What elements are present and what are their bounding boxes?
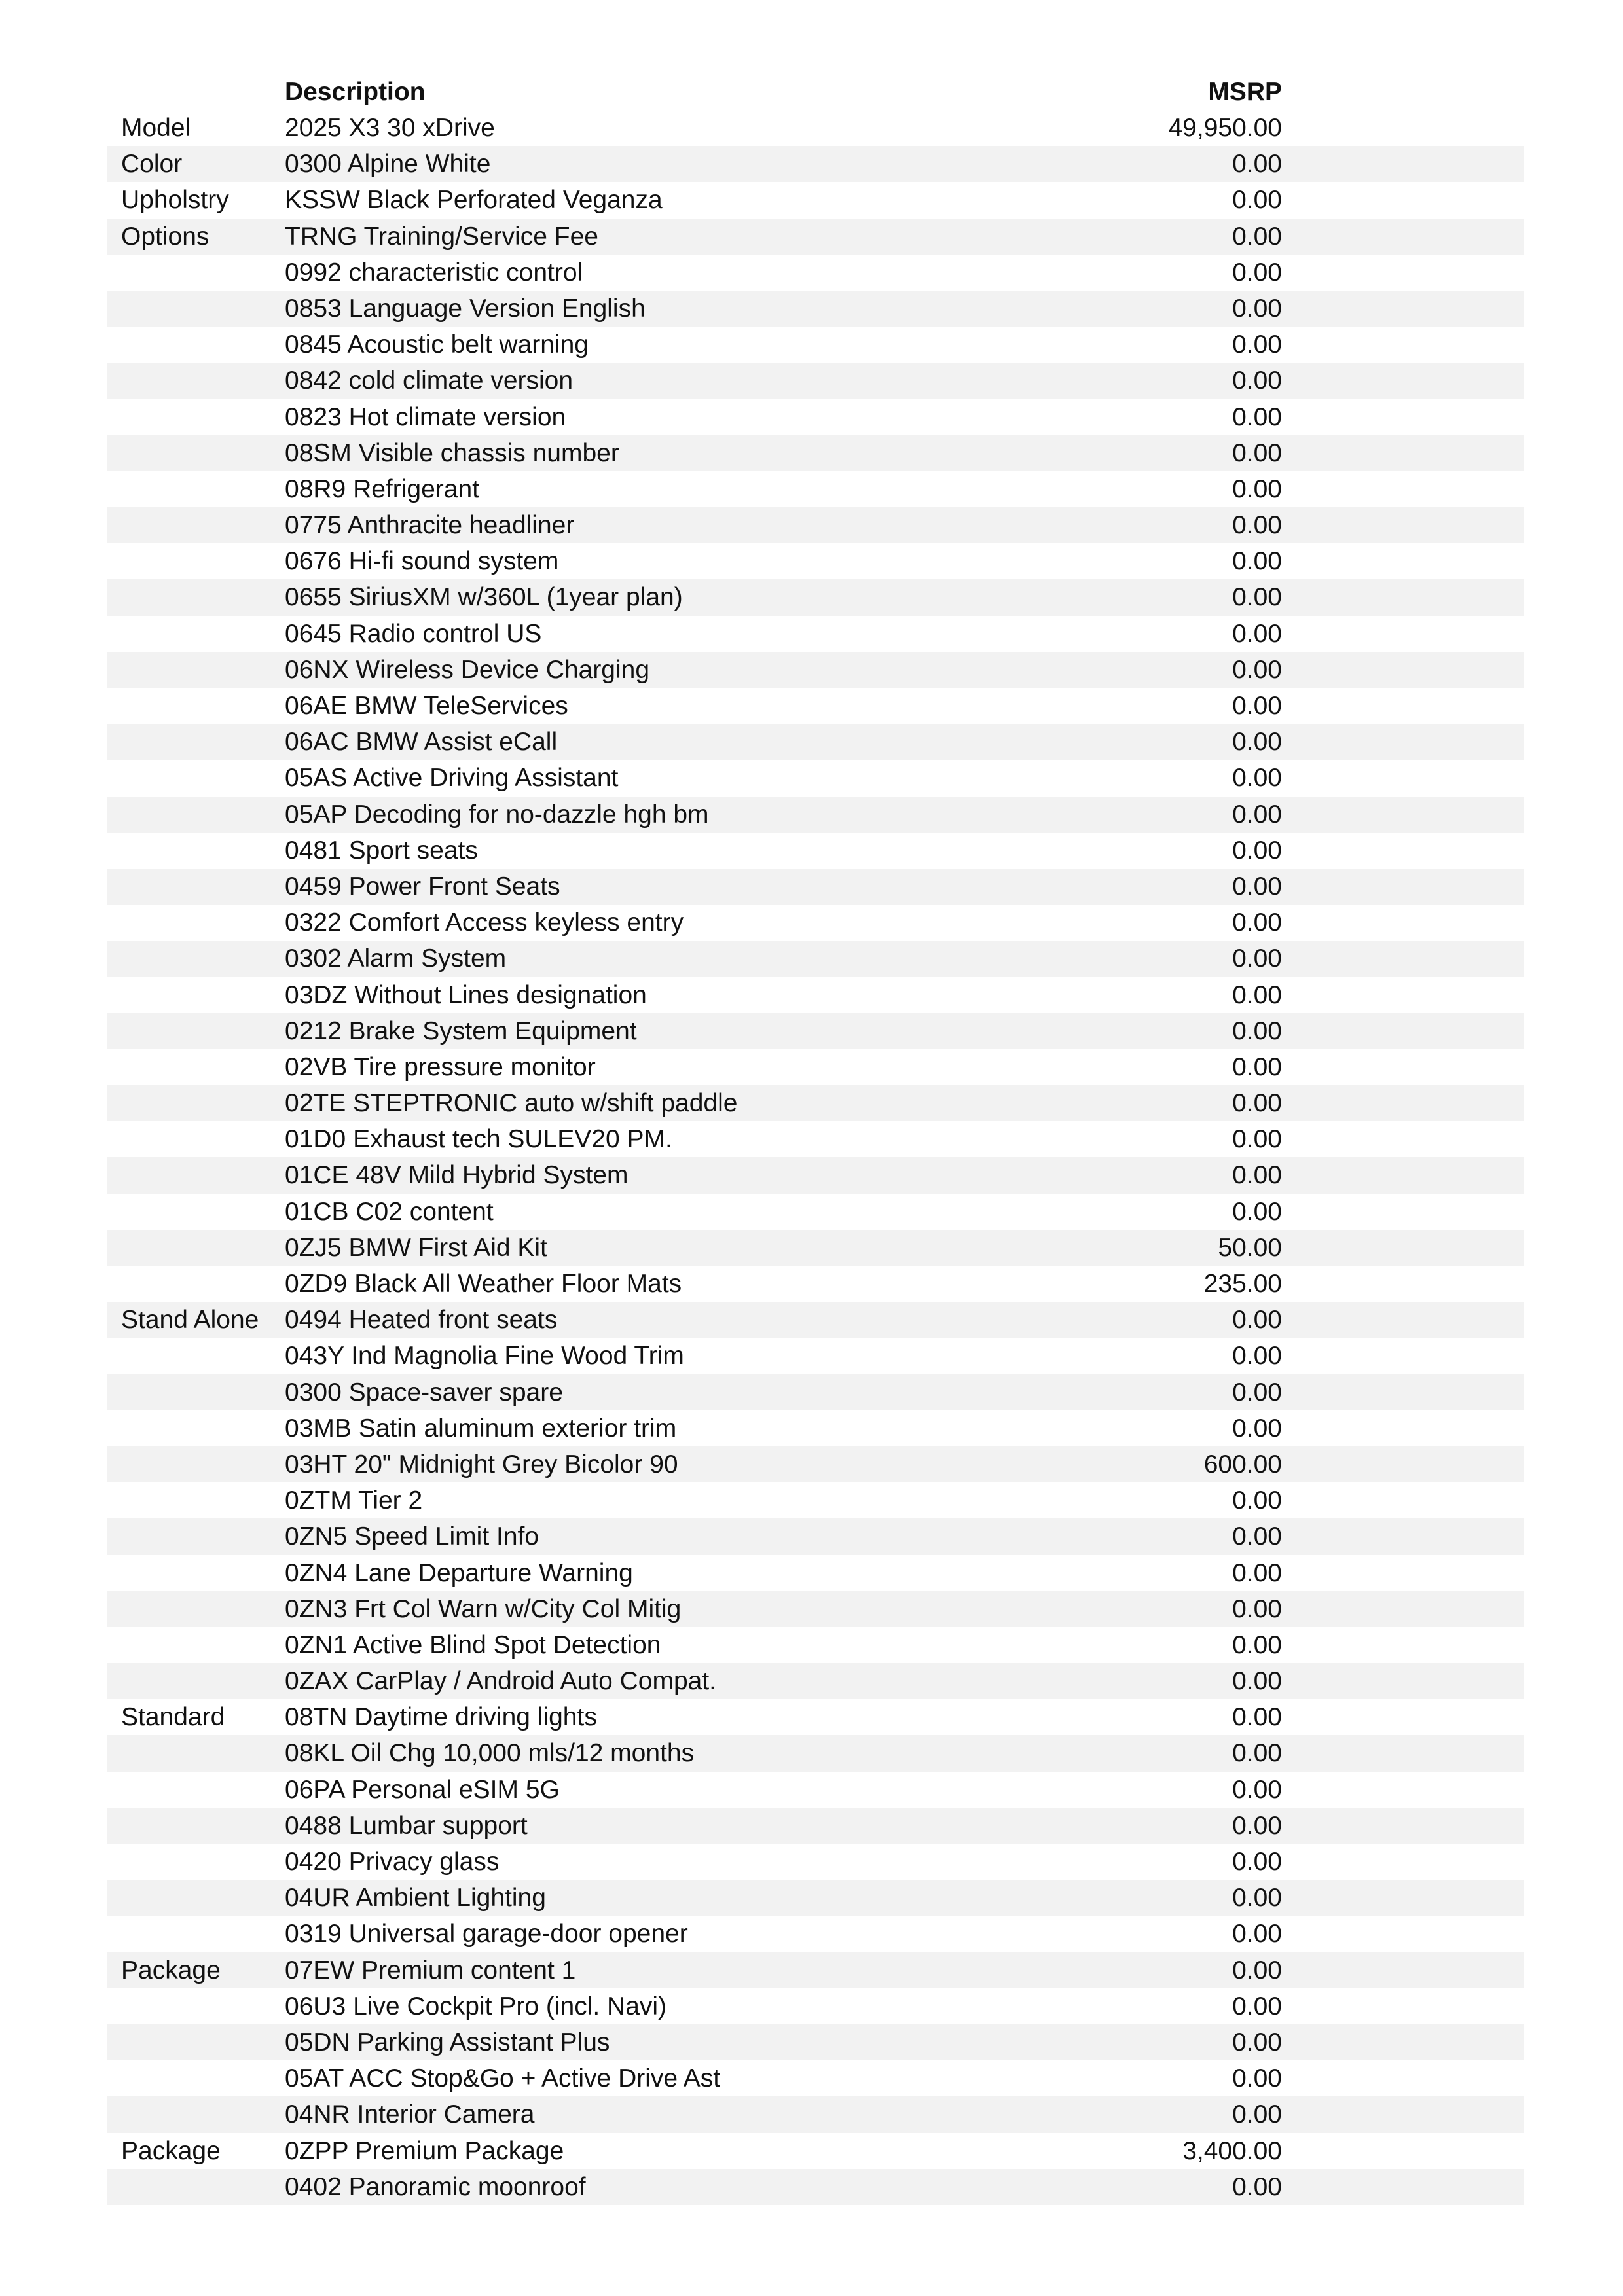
table-row	[107, 327, 1524, 363]
row-msrp: 3,400.00	[1182, 2136, 1282, 2165]
row-msrp: 0.00	[1232, 728, 1282, 757]
row-msrp: 0.00	[1232, 980, 1282, 1009]
table-row	[107, 2060, 1524, 2096]
row-msrp: 0.00	[1232, 1739, 1282, 1768]
table-row	[107, 1735, 1524, 1771]
row-msrp: 0.00	[1232, 294, 1282, 323]
table-row	[107, 869, 1524, 905]
row-description: 04NR Interior Camera	[285, 2100, 535, 2129]
row-description: 0ZJ5 BMW First Aid Kit	[285, 1233, 547, 1262]
row-category	[121, 1049, 272, 1085]
row-msrp: 0.00	[1232, 1992, 1282, 2020]
table-row	[107, 2096, 1524, 2132]
row-description: 08SM Visible chassis number	[285, 439, 619, 467]
row-category	[121, 941, 272, 977]
row-msrp: 0.00	[1232, 764, 1282, 793]
row-description: 2025 X3 30 xDrive	[285, 114, 495, 142]
row-category	[121, 1518, 272, 1554]
table-row	[107, 2169, 1524, 2205]
table-row	[107, 219, 1524, 255]
table-row	[107, 579, 1524, 615]
row-category	[121, 1591, 272, 1627]
row-description: 0212 Brake System Equipment	[285, 1016, 637, 1045]
row-category	[121, 2169, 272, 2205]
row-description: 0ZN3 Frt Col Warn w/City Col Mitig	[285, 1594, 682, 1623]
row-description: 0300 Space-saver spare	[285, 1378, 563, 1407]
row-description: 01CE 48V Mild Hybrid System	[285, 1161, 629, 1190]
row-category	[121, 1013, 272, 1049]
table-row	[107, 1663, 1524, 1699]
row-description: 02TE STEPTRONIC auto w/shift paddle	[285, 1089, 738, 1118]
row-description: KSSW Black Perforated Veganza	[285, 186, 663, 215]
row-description: 0853 Language Version English	[285, 294, 646, 323]
row-category	[121, 363, 272, 399]
row-category	[121, 1627, 272, 1663]
row-description: 0319 Universal garage-door opener	[285, 1920, 688, 1948]
row-msrp: 0.00	[1232, 1161, 1282, 1190]
row-msrp: 0.00	[1232, 1956, 1282, 1984]
row-description: 0645 Radio control US	[285, 619, 542, 648]
options-table	[107, 110, 1524, 2205]
row-description: 0845 Acoustic belt warning	[285, 331, 589, 359]
row-msrp: 0.00	[1232, 367, 1282, 395]
table-row	[107, 1482, 1524, 1518]
table-row	[107, 1049, 1524, 1085]
row-category	[121, 1555, 272, 1591]
table-row	[107, 2133, 1524, 2169]
row-msrp: 0.00	[1232, 1052, 1282, 1081]
table-row	[107, 399, 1524, 435]
table-row	[107, 1772, 1524, 1808]
row-msrp: 0.00	[1232, 908, 1282, 937]
table-header	[107, 74, 1524, 110]
row-description: 06AC BMW Assist eCall	[285, 728, 558, 757]
row-category	[121, 1844, 272, 1880]
row-description: 08R9 Refrigerant	[285, 475, 479, 503]
row-category	[121, 1194, 272, 1230]
row-category	[121, 399, 272, 435]
row-description: 0ZN1 Active Blind Spot Detection	[285, 1630, 661, 1659]
row-category	[121, 435, 272, 471]
row-category	[121, 652, 272, 688]
row-msrp: 0.00	[1232, 1486, 1282, 1515]
row-msrp: 0.00	[1232, 619, 1282, 648]
row-description: 0402 Panoramic moonroof	[285, 2172, 586, 2201]
row-category	[121, 905, 272, 941]
row-category	[121, 1374, 272, 1410]
row-description: 06NX Wireless Device Charging	[285, 655, 650, 684]
row-msrp: 0.00	[1232, 1811, 1282, 1840]
row-description: 06PA Personal eSIM 5G	[285, 1775, 560, 1804]
row-msrp: 0.00	[1232, 1125, 1282, 1154]
row-category	[121, 1482, 272, 1518]
table-row	[107, 1157, 1524, 1193]
table-row	[107, 1410, 1524, 1446]
row-description: 0ZN5 Speed Limit Info	[285, 1522, 539, 1551]
row-description: 0488 Lumbar support	[285, 1811, 528, 1840]
row-msrp: 235.00	[1203, 1270, 1282, 1298]
row-category	[121, 2060, 272, 2096]
table-row	[107, 471, 1524, 507]
row-msrp: 0.00	[1232, 1306, 1282, 1335]
row-msrp: 0.00	[1232, 692, 1282, 720]
row-description: 04UR Ambient Lighting	[285, 1884, 546, 1912]
table-row	[107, 1230, 1524, 1266]
table-row	[107, 1302, 1524, 1338]
row-description: 0992 characteristic control	[285, 258, 583, 287]
row-description: 08TN Daytime driving lights	[285, 1703, 597, 1732]
row-description: 0ZTM Tier 2	[285, 1486, 423, 1515]
row-description: 05AS Active Driving Assistant	[285, 764, 619, 793]
row-msrp: 0.00	[1232, 1378, 1282, 1407]
row-msrp: 0.00	[1232, 872, 1282, 901]
table-row	[107, 616, 1524, 652]
row-category	[121, 471, 272, 507]
row-category	[121, 869, 272, 905]
row-description: 043Y Ind Magnolia Fine Wood Trim	[285, 1342, 684, 1371]
row-msrp: 0.00	[1232, 1342, 1282, 1371]
table-row	[107, 110, 1524, 146]
row-description: 0655 SiriusXM w/360L (1year plan)	[285, 583, 683, 612]
row-msrp: 0.00	[1232, 1558, 1282, 1587]
table-row	[107, 1266, 1524, 1302]
row-description: 02VB Tire pressure monitor	[285, 1052, 596, 1081]
table-row	[107, 977, 1524, 1013]
row-description: 01D0 Exhaust tech SULEV20 PM.	[285, 1125, 672, 1154]
row-category: Stand Alone	[121, 1306, 259, 1335]
row-category	[121, 1988, 272, 2024]
row-category	[121, 1266, 272, 1302]
table-row	[107, 1194, 1524, 1230]
row-msrp: 0.00	[1232, 511, 1282, 540]
table-row	[107, 1085, 1524, 1121]
row-category	[121, 1808, 272, 1844]
table-row	[107, 1555, 1524, 1591]
row-msrp: 0.00	[1232, 1630, 1282, 1659]
row-category	[121, 977, 272, 1013]
table-row	[107, 1591, 1524, 1627]
table-row	[107, 543, 1524, 579]
row-description: 03HT 20" Midnight Grey Bicolor 90	[285, 1450, 678, 1479]
row-msrp: 0.00	[1232, 186, 1282, 215]
row-category: Upholstry	[121, 186, 229, 215]
row-description: 0302 Alarm System	[285, 944, 507, 973]
row-description: 07EW Premium content 1	[285, 1956, 576, 1984]
table-row	[107, 905, 1524, 941]
row-msrp: 0.00	[1232, 583, 1282, 612]
table-row	[107, 255, 1524, 291]
table-row	[107, 1627, 1524, 1663]
table-row	[107, 435, 1524, 471]
row-category	[121, 255, 272, 291]
row-msrp: 0.00	[1232, 1594, 1282, 1623]
row-category: Package	[121, 1956, 221, 1984]
row-category	[121, 688, 272, 724]
table-row	[107, 1338, 1524, 1374]
row-category	[121, 543, 272, 579]
row-category	[121, 291, 272, 327]
row-description: 08KL Oil Chg 10,000 mls/12 months	[285, 1739, 695, 1768]
row-description: 06U3 Live Cockpit Pro (incl. Navi)	[285, 1992, 667, 2020]
table-row	[107, 1880, 1524, 1916]
row-category	[121, 507, 272, 543]
row-description: 0676 Hi-fi sound system	[285, 547, 559, 576]
table-row	[107, 941, 1524, 977]
row-msrp: 600.00	[1203, 1450, 1282, 1479]
table-row	[107, 688, 1524, 724]
row-msrp: 0.00	[1232, 1414, 1282, 1443]
row-description: 03DZ Without Lines designation	[285, 980, 647, 1009]
table-row	[107, 833, 1524, 869]
row-msrp: 0.00	[1232, 403, 1282, 431]
table-row	[107, 146, 1524, 182]
table-row	[107, 724, 1524, 760]
row-category	[121, 579, 272, 615]
row-description: 0ZD9 Black All Weather Floor Mats	[285, 1270, 682, 1298]
row-description: 03MB Satin aluminum exterior trim	[285, 1414, 677, 1443]
row-description: 0ZPP Premium Package	[285, 2136, 564, 2165]
row-category	[121, 616, 272, 652]
table-row	[107, 1121, 1524, 1157]
row-msrp: 0.00	[1232, 800, 1282, 829]
row-msrp: 0.00	[1232, 331, 1282, 359]
row-description: 05AP Decoding for no-dazzle hgh bm	[285, 800, 709, 829]
row-category: Model	[121, 114, 191, 142]
row-description: 0494 Heated front seats	[285, 1306, 558, 1335]
table-row	[107, 1518, 1524, 1554]
row-category	[121, 1772, 272, 1808]
row-category	[121, 833, 272, 869]
row-msrp: 0.00	[1232, 655, 1282, 684]
row-msrp: 50.00	[1218, 1233, 1282, 1262]
row-description: 0ZN4 Lane Departure Warning	[285, 1558, 633, 1587]
row-category	[121, 327, 272, 363]
row-msrp: 0.00	[1232, 1089, 1282, 1118]
row-category	[121, 1446, 272, 1482]
table-row	[107, 507, 1524, 543]
row-category	[121, 1230, 272, 1266]
row-msrp: 0.00	[1232, 1197, 1282, 1226]
row-category	[121, 2096, 272, 2132]
table-row	[107, 1013, 1524, 1049]
row-category: Standard	[121, 1703, 225, 1732]
row-category	[121, 1338, 272, 1374]
row-description: TRNG Training/Service Fee	[285, 222, 598, 251]
table-row	[107, 1844, 1524, 1880]
table-row	[107, 1374, 1524, 1410]
row-category	[121, 1663, 272, 1699]
row-category	[121, 760, 272, 796]
row-category: Package	[121, 2136, 221, 2165]
row-description: 01CB C02 content	[285, 1197, 494, 1226]
table-row	[107, 1808, 1524, 1844]
row-category	[121, 797, 272, 833]
table-row	[107, 1699, 1524, 1735]
row-category: Options	[121, 222, 210, 251]
row-msrp: 49,950.00	[1168, 114, 1282, 142]
row-msrp: 0.00	[1232, 1920, 1282, 1948]
row-description: 05DN Parking Assistant Plus	[285, 2028, 610, 2056]
row-msrp: 0.00	[1232, 1703, 1282, 1732]
row-category	[121, 1916, 272, 1952]
table-row	[107, 2024, 1524, 2060]
table-row	[107, 1446, 1524, 1482]
row-description: 0775 Anthracite headliner	[285, 511, 575, 540]
table-row	[107, 797, 1524, 833]
row-category: Color	[121, 150, 183, 179]
row-msrp: 0.00	[1232, 1884, 1282, 1912]
description-header: Description	[285, 78, 426, 106]
row-description: 05AT ACC Stop&Go + Active Drive Ast	[285, 2064, 721, 2093]
table-row	[107, 363, 1524, 399]
row-msrp: 0.00	[1232, 2028, 1282, 2056]
row-msrp: 0.00	[1232, 2064, 1282, 2093]
row-description: 0481 Sport seats	[285, 836, 478, 865]
row-msrp: 0.00	[1232, 1848, 1282, 1876]
row-msrp: 0.00	[1232, 222, 1282, 251]
table-row	[107, 1916, 1524, 1952]
row-description: 0459 Power Front Seats	[285, 872, 560, 901]
row-msrp: 0.00	[1232, 836, 1282, 865]
row-category	[121, 1880, 272, 1916]
row-msrp: 0.00	[1232, 944, 1282, 973]
row-description: 0ZAX CarPlay / Android Auto Compat.	[285, 1667, 717, 1696]
row-msrp: 0.00	[1232, 1775, 1282, 1804]
row-description: 06AE BMW TeleServices	[285, 692, 568, 720]
row-msrp: 0.00	[1232, 2172, 1282, 2201]
row-description: 0420 Privacy glass	[285, 1848, 500, 1876]
row-msrp: 0.00	[1232, 150, 1282, 179]
row-msrp: 0.00	[1232, 1667, 1282, 1696]
table-row	[107, 1952, 1524, 1988]
table-row	[107, 652, 1524, 688]
row-category	[121, 1735, 272, 1771]
row-msrp: 0.00	[1232, 1522, 1282, 1551]
table-row	[107, 760, 1524, 796]
row-category	[121, 1410, 272, 1446]
table-row	[107, 291, 1524, 327]
row-category	[121, 2024, 272, 2060]
row-msrp: 0.00	[1232, 2100, 1282, 2129]
row-description: 0842 cold climate version	[285, 367, 574, 395]
row-description: 0823 Hot climate version	[285, 403, 566, 431]
table-row	[107, 182, 1524, 218]
row-description: 0300 Alpine White	[285, 150, 491, 179]
row-msrp: 0.00	[1232, 1016, 1282, 1045]
row-msrp: 0.00	[1232, 547, 1282, 576]
row-category	[121, 1085, 272, 1121]
msrp-header: MSRP	[1208, 78, 1282, 106]
row-msrp: 0.00	[1232, 475, 1282, 503]
row-category	[121, 1121, 272, 1157]
table-row	[107, 1988, 1524, 2024]
row-msrp: 0.00	[1232, 439, 1282, 467]
row-category	[121, 724, 272, 760]
row-msrp: 0.00	[1232, 258, 1282, 287]
row-category	[121, 1157, 272, 1193]
row-description: 0322 Comfort Access keyless entry	[285, 908, 684, 937]
